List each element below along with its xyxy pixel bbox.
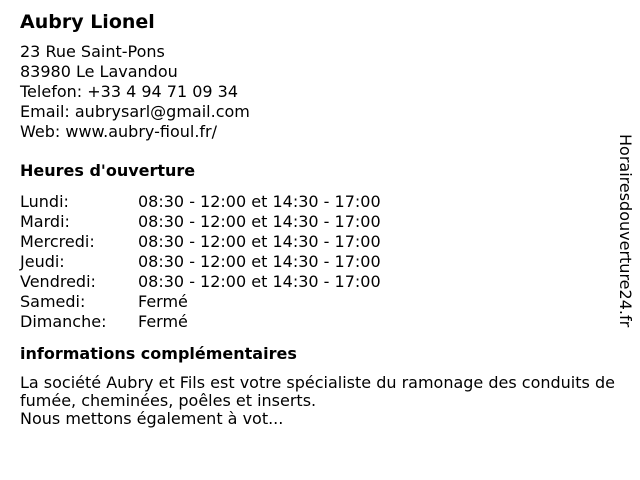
hours-row [20, 212, 381, 232]
hours-row [20, 232, 381, 252]
hours-row [20, 292, 381, 312]
day-label: Jeudi: [20, 252, 65, 271]
info-paragraph-truncated: Nous mettons également à vot... [20, 409, 284, 428]
hours-table [20, 192, 381, 332]
email-line: Email: aubrysarl@gmail.com [20, 102, 250, 121]
day-label: Mercredi: [20, 232, 95, 251]
day-label: Dimanche: [20, 312, 107, 331]
info-heading: informations complémentaires [20, 344, 297, 363]
street-address: 23 Rue Saint-Pons [20, 42, 165, 61]
time-value: 08:30 - 12:00 et 14:30 - 17:00 [138, 252, 381, 271]
info-text [20, 374, 625, 428]
day-label: Vendredi: [20, 272, 96, 291]
hours-row [20, 272, 381, 292]
business-card [20, 10, 620, 428]
time-value: 08:30 - 12:00 et 14:30 - 17:00 [138, 192, 381, 211]
site-watermark: Horairesdouverture24.fr [616, 134, 635, 328]
time-value: 08:30 - 12:00 et 14:30 - 17:00 [138, 212, 381, 231]
time-value: Fermé [138, 312, 188, 331]
time-value: 08:30 - 12:00 et 14:30 - 17:00 [138, 232, 381, 251]
time-value: Fermé [138, 292, 188, 311]
info-paragraph: La société Aubry et Fils est votre spécialiste du ramonage des conduits de fumée, cheminées, poêles et inserts. [20, 373, 615, 410]
hours-row [20, 312, 381, 332]
city-address: 83980 Le Lavandou [20, 62, 178, 81]
hours-heading: Heures d'ouverture [20, 161, 196, 180]
web-line: Web: www.aubry-fioul.fr/ [20, 122, 218, 141]
time-value: 08:30 - 12:00 et 14:30 - 17:00 [138, 272, 381, 291]
hours-row [20, 192, 381, 212]
phone-line: Telefon: +33 4 94 71 09 34 [20, 82, 239, 101]
contact-block [20, 42, 620, 142]
day-label: Mardi: [20, 212, 70, 231]
day-label: Samedi: [20, 292, 86, 311]
day-label: Lundi: [20, 192, 69, 211]
business-name: Aubry Lionel [20, 11, 155, 33]
hours-row [20, 252, 381, 272]
